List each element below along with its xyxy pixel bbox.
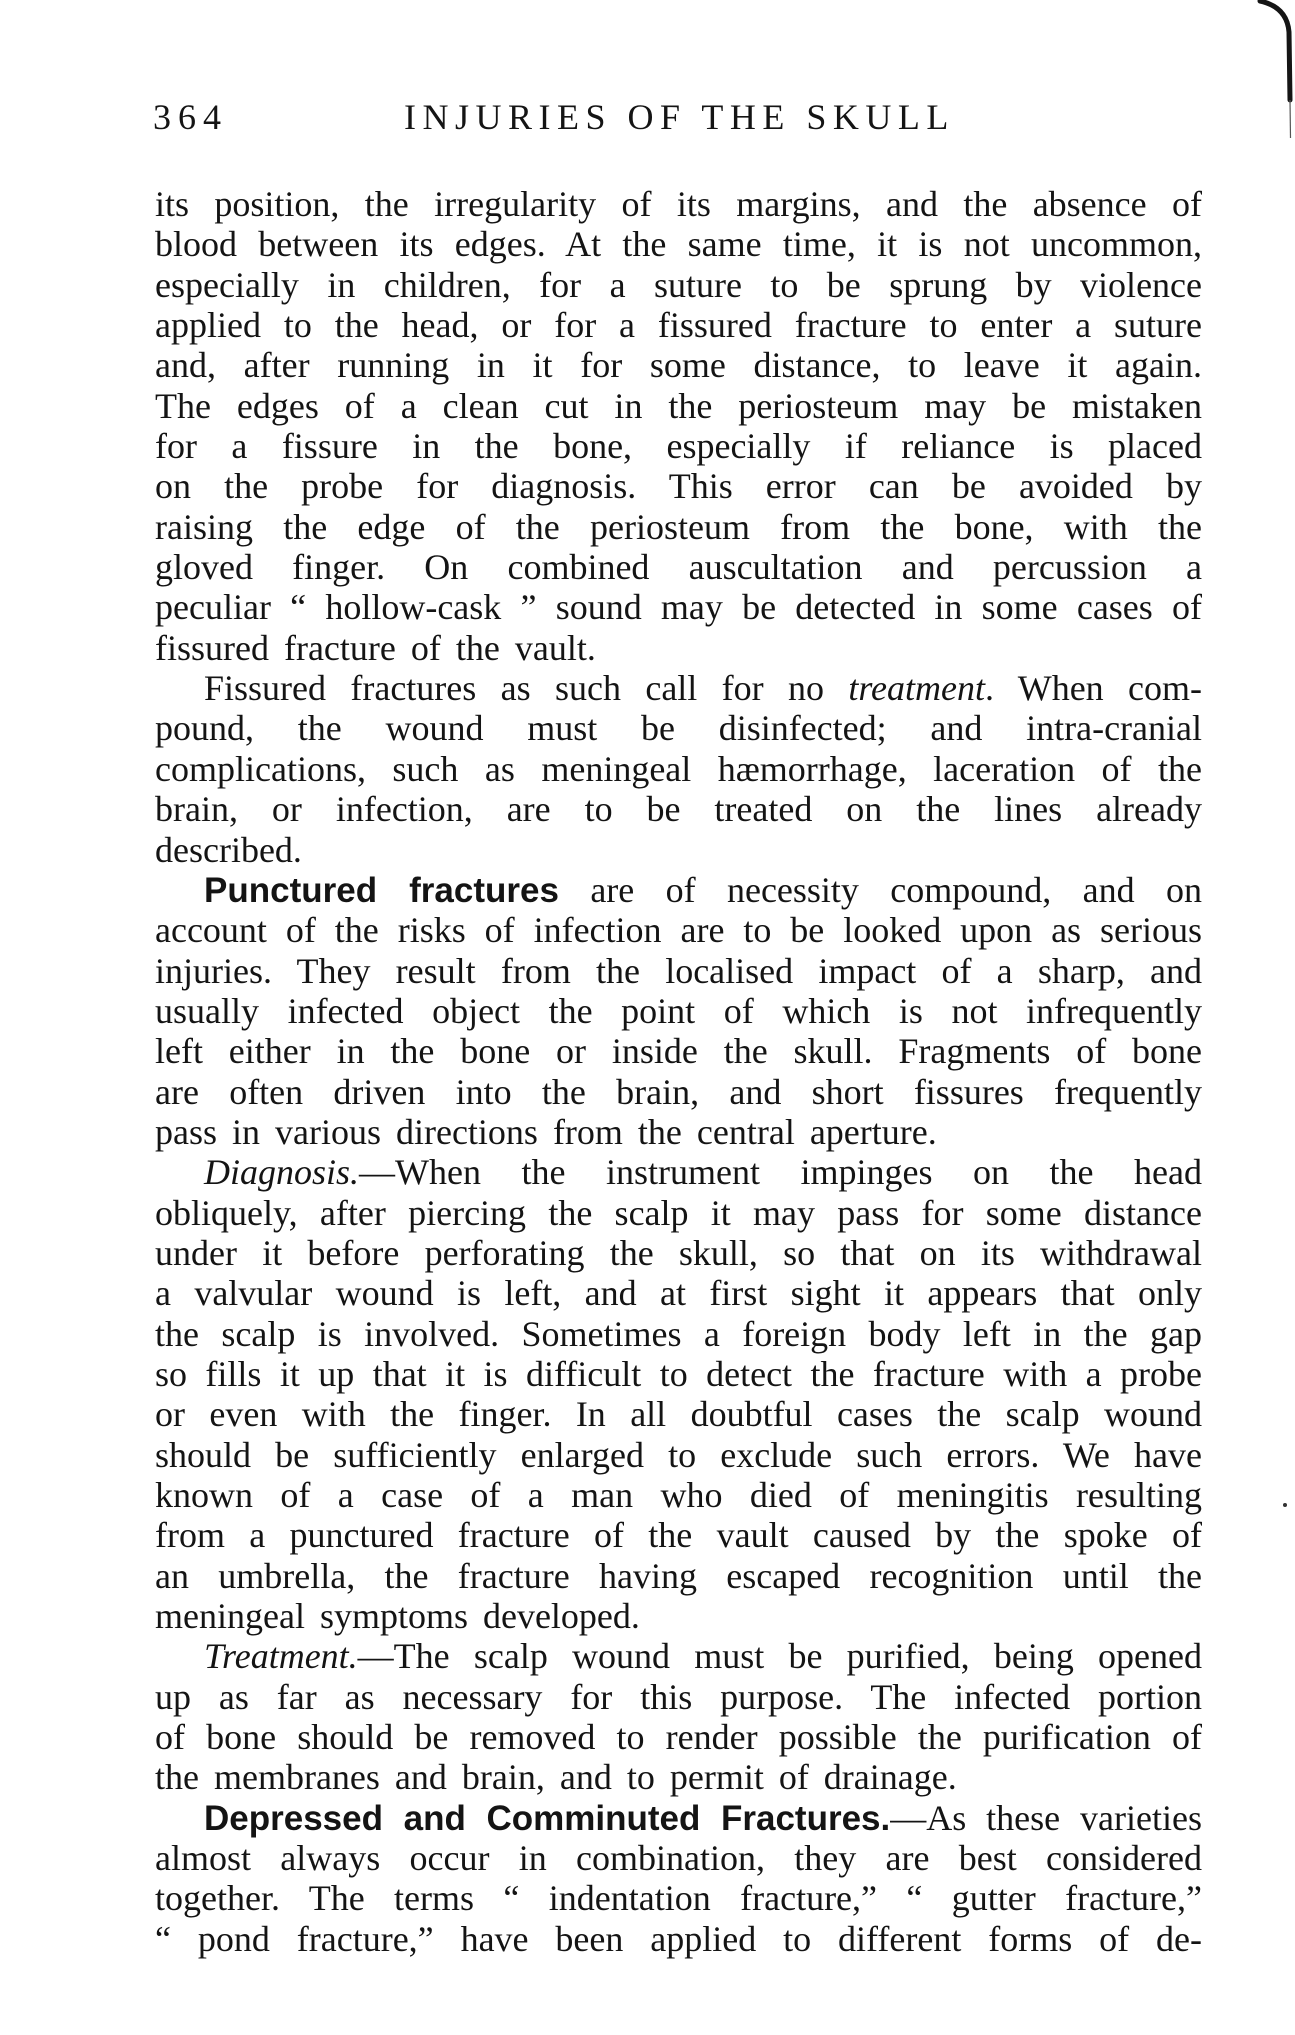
text-line: an umbrella, the fracture having escaped recognition until the <box>155 1555 1202 1596</box>
paragraph <box>155 870 1202 1152</box>
text-line: gloved finger. On combined auscultation and percussion a <box>155 547 1202 588</box>
text-line: almost always occur in combination, they are best considered <box>155 1838 1202 1879</box>
paragraph <box>155 1798 1202 1959</box>
text-line <box>155 668 1202 708</box>
text-line: left either in the bone or inside the skull. Fragments of bone <box>155 1031 1202 1072</box>
text-line: should be sufficiently enlarged to exclude such errors. We have <box>155 1434 1202 1475</box>
running-title: INJURIES OF THE SKULL <box>404 97 955 137</box>
body-text <box>155 184 1202 1959</box>
text-line: its position, the irregularity of its margins, and the absence of <box>155 184 1202 224</box>
paragraph <box>155 668 1202 870</box>
paragraph <box>155 184 1202 668</box>
paragraph <box>155 1636 1202 1797</box>
text-line: raising the edge of the periosteum from the bone, with the <box>155 506 1202 547</box>
text-line: for a fissure in the bone, especially if reliance is placed <box>155 426 1202 467</box>
italic-text: treatment <box>848 668 985 709</box>
running-head <box>153 96 1203 138</box>
text-line <box>155 1636 1202 1676</box>
text-line: described. <box>155 829 302 870</box>
text-line: a valvular wound is left, and at first sight it appears that only <box>155 1273 1202 1314</box>
text-line: the membranes and brain, and to permit of drainage. <box>155 1757 957 1798</box>
page-number: 364 <box>153 97 228 137</box>
text-run: —The scalp wound must be purified, being opened <box>357 1636 1202 1677</box>
text-line: The edges of a clean cut in the periosteum may be mistaken <box>155 385 1202 426</box>
text-line: and, after running in it for some distance, to leave it again. <box>155 345 1202 386</box>
text-line: “ pond fracture,” have been applied to different forms of de- <box>155 1918 1202 1959</box>
text-line: complications, such as meningeal hæmorrhage, laceration of the <box>155 748 1202 789</box>
text-run: Fissured fractures as such call for no <box>204 668 849 709</box>
text-line: blood between its edges. At the same time, it is not uncommon, <box>155 224 1202 265</box>
bold-heading: Punctured fractures <box>204 870 559 910</box>
text-line: up as far as necessary for this purpose. The infected portion <box>155 1676 1202 1717</box>
text-line <box>155 870 1202 910</box>
text-line: under it before perforating the skull, so that on its withdrawal <box>155 1232 1202 1273</box>
text-line: obliquely, after piercing the scalp it may pass for some distance <box>155 1192 1202 1233</box>
text-line: especially in children, for a suture to be sprung by violence <box>155 264 1202 305</box>
text-line: fissured fracture of the vault. <box>155 627 596 668</box>
text-line: together. The terms “ indentation fracture,” “ gutter fracture,” <box>155 1878 1202 1919</box>
text-line: applied to the head, or for a fissured fracture to enter a suture <box>155 305 1202 346</box>
italic-text: Treatment. <box>204 1636 358 1677</box>
text-line <box>155 1152 1202 1192</box>
text-line: pass in various directions from the central aperture. <box>155 1111 937 1152</box>
text-line: known of a case of a man who died of meningitis resulting <box>155 1475 1202 1515</box>
text-line: the scalp is involved. Sometimes a foreign body left in the gap <box>155 1313 1202 1354</box>
text-line: or even with the finger. In all doubtful cases the scalp wound <box>155 1394 1202 1435</box>
text-line: meningeal symptoms developed. <box>155 1596 640 1637</box>
text-run: —When the instrument impinges on the head <box>359 1152 1202 1193</box>
italic-text: Diagnosis. <box>204 1152 360 1193</box>
text-line: injuries. They result from the localised impact of a sharp, and <box>155 950 1202 991</box>
scan-speck <box>1283 1503 1287 1507</box>
scan-edge-mark <box>1250 0 1295 140</box>
text-run: —As these varieties <box>890 1797 1202 1838</box>
text-line: brain, or infection, are to be treated on the lines already <box>155 789 1202 830</box>
text-line: usually infected object the point of which is not infrequently <box>155 990 1202 1031</box>
text-line: of bone should be removed to render possible the purification of <box>155 1717 1202 1758</box>
text-line: account of the risks of infection are to be looked upon as serious <box>155 910 1202 951</box>
text-line <box>155 1798 1202 1838</box>
paragraph <box>155 1152 1202 1636</box>
text-line: pound, the wound must be disinfected; and intra-cranial <box>155 708 1202 749</box>
text-line: from a punctured fracture of the vault caused by the spoke of <box>155 1515 1202 1556</box>
bold-heading: Depressed and Comminuted Fractures. <box>204 1798 891 1838</box>
text-line: are often driven into the brain, and short fissures frequently <box>155 1071 1202 1112</box>
text-line: peculiar “ hollow-cask ” sound may be detected in some cases of <box>155 587 1202 628</box>
text-line: on the probe for diagnosis. This error can be avoided by <box>155 466 1202 507</box>
text-run: . When com- <box>985 668 1202 709</box>
text-run: are of necessity compound, and on <box>558 869 1202 910</box>
text-line: so fills it up that it is difficult to detect the fracture with a probe <box>155 1353 1202 1394</box>
